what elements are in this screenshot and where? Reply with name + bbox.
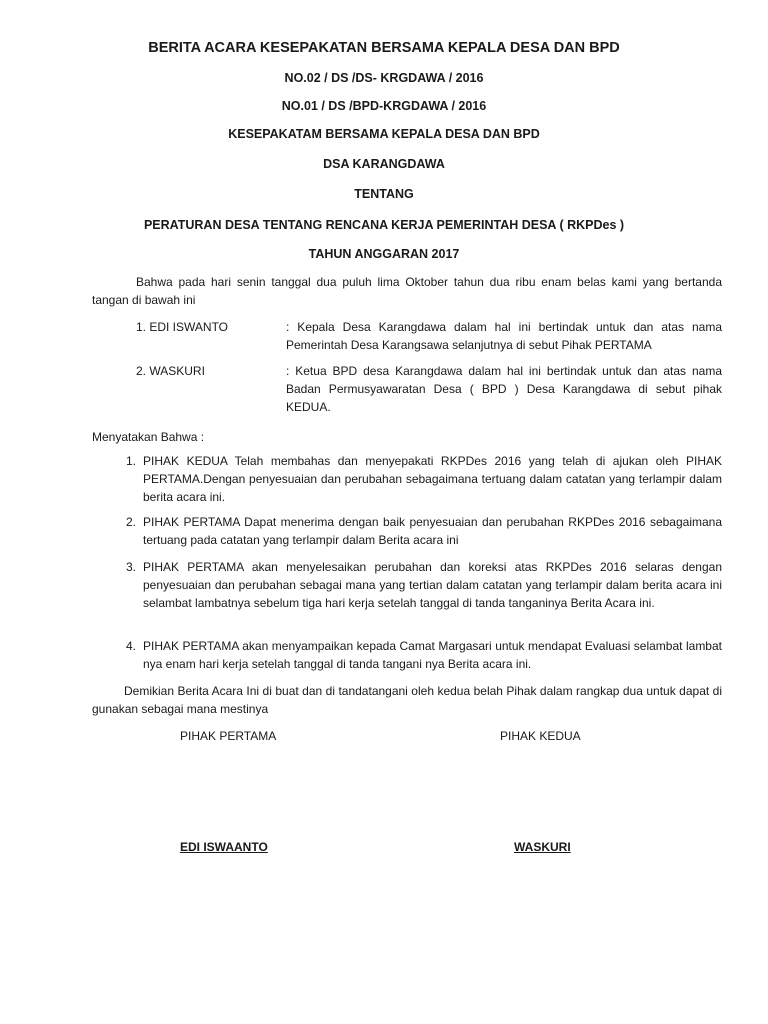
regulation-heading: PERATURAN DESA TENTANG RENCANA KERJA PEMERINTAH DESA ( RKPDes ) (143, 218, 625, 232)
party-2-name: 2. WASKURI (136, 364, 205, 378)
statement-item-4 (126, 637, 722, 673)
document-number-2: NO.01 / DS /BPD-KRGDAWA / 2016 (281, 99, 487, 113)
statement-item-3 (126, 558, 722, 612)
second-party-label: PIHAK KEDUA (500, 729, 581, 743)
statement-text: PIHAK PERTAMA akan menyampaikan kepada Camat Margasari untuk mendapat Evaluasi selambat lambat nya enam hari kerja setelah tanggal di tanda tangani nya Berita acara ini. (143, 639, 722, 671)
closing-paragraph: Demikian Berita Acara Ini di buat dan di tandatangani oleh kedua belah Pihak dalam rangkap dua untuk dapat di gunakan sebagai mana mestinya (92, 684, 722, 716)
document-title: BERITA ACARA KESEPAKATAN BERSAMA KEPALA DESA DAN BPD (148, 40, 620, 56)
statement-text: PIHAK PERTAMA akan menyelesaikan perubahan dan koreksi atas RKPDes 2016 selaras dengan penyesuaian dan perubahan sebagai mana yang tertian dalam catatan yang terlampir dalam berita acara ini selambat lambatnya sebelum tiga hari kerja setelah tanggal di tanda tanganinya Berita Acara ini. (143, 560, 722, 610)
party-1-name: 1. EDI ISWANTO (136, 320, 229, 334)
statement-number: 2. (126, 515, 137, 529)
first-party-signatory: EDI ISWAANTO (180, 840, 268, 854)
statement-number: 3. (126, 560, 137, 574)
first-party-label: PIHAK PERTAMA (180, 729, 277, 743)
statement-number: 1. (126, 454, 137, 468)
statement-text: PIHAK KEDUA Telah membahas dan menyepakati RKPDes 2016 yang telah di ajukan oleh PIHAK PERTAMA.Dengan penyesuaian dan perubahan sebagaimana tertuang dalam catatan yang terlampir dalam berita acara ini. (143, 454, 722, 504)
statement-number: 4. (126, 639, 137, 653)
agreement-heading: KESEPAKATAM BERSAMA KEPALA DESA DAN BPD (228, 127, 540, 141)
village-heading: DSA KARANGDAWA (323, 157, 445, 171)
intro-paragraph: Bahwa pada hari senin tanggal dua puluh lima Oktober tahun dua ribu enam belas kami yang bertanda tangan di bawah ini (92, 275, 722, 307)
second-party-signatory: WASKURI (514, 840, 571, 854)
document-number-1: NO.02 / DS /DS- KRGDAWA / 2016 (284, 71, 484, 85)
fiscal-year-heading: TAHUN ANGGARAN 2017 (308, 247, 460, 261)
party-2-description: : Ketua BPD desa Karangdawa dalam hal ini bertindak untuk dan atas nama Badan Permusyawaratan Desa ( BPD ) Desa Karangdawa di sebut pihak KEDUA. (286, 364, 722, 414)
statement-text: PIHAK PERTAMA Dapat menerima dengan baik penyesuaian dan perubahan RKPDes 2016 sebagaimana tertuang pada catatan yang terlampir dalam Berita acara ini (143, 515, 722, 547)
about-heading: TENTANG (354, 187, 414, 201)
party-1-description: : Kepala Desa Karangdawa dalam hal ini bertindak untuk dan atas nama Pemerintah Desa Karangsawa selanjutnya di sebut Pihak PERTAMA (286, 320, 722, 352)
statement-heading: Menyatakan Bahwa : (92, 430, 205, 444)
statement-item-2 (126, 513, 722, 549)
statement-item-1 (126, 452, 722, 506)
